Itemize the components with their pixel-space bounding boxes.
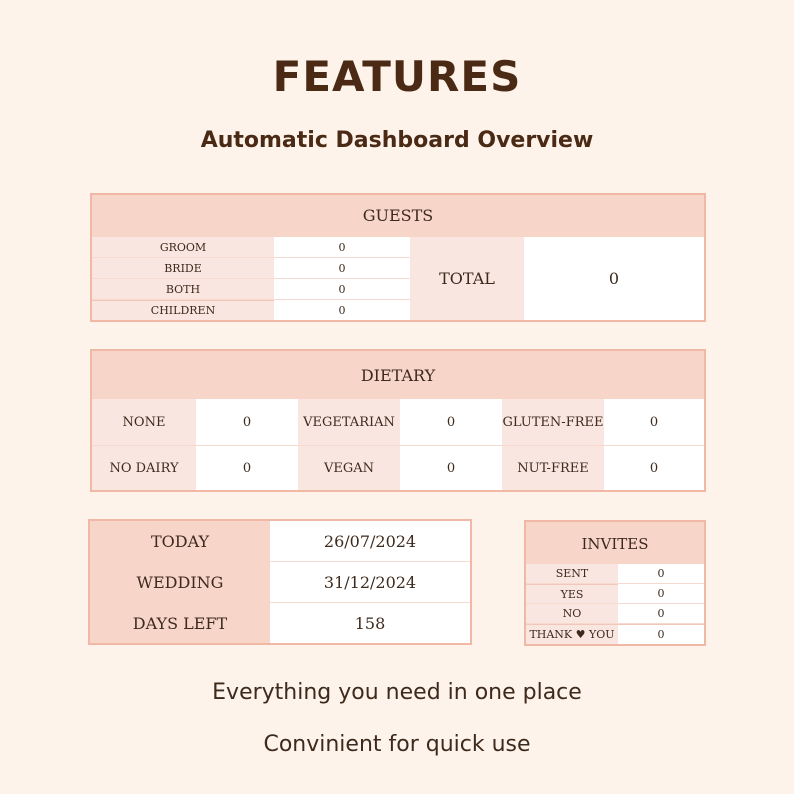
dietary-value-vegan[interactable]: 0 [400,445,502,490]
guests-panel [90,193,706,322]
guests-total-label: TOTAL [410,237,524,320]
footer-line-1: Everything you need in one place [212,680,582,705]
invites-panel [524,520,706,646]
invites-label-no: NO [526,604,618,624]
dietary-label-no-dairy: NO DAIRY [92,445,196,490]
guests-label-bride: BRIDE [92,258,274,279]
dietary-value-nut-free[interactable]: 0 [604,445,704,490]
guests-value-bride[interactable]: 0 [274,258,410,279]
dates-value-days-left[interactable]: 158 [270,603,470,643]
dietary-label-none: NONE [92,399,196,445]
dietary-panel [90,349,706,492]
invites-value-no[interactable]: 0 [618,604,704,624]
page-subtitle: Automatic Dashboard Overview [200,128,594,153]
invites-label-thank-you: THANK ♥ YOU [526,624,618,644]
guests-value-both[interactable]: 0 [274,279,410,300]
footer-line-2: Convinient for quick use [263,732,531,757]
dietary-label-nut-free: NUT-FREE [502,445,604,490]
guests-label-children: CHILDREN [92,300,274,320]
dietary-label-vegan: VEGAN [298,445,400,490]
invites-value-thank-you[interactable]: 0 [618,624,704,644]
dietary-label-gluten-free: GLUTEN-FREE [502,399,604,445]
dietary-label-vegetarian: VEGETARIAN [298,399,400,445]
dates-panel [88,519,472,645]
invites-value-yes[interactable]: 0 [618,584,704,604]
dietary-value-gluten-free[interactable]: 0 [604,399,704,445]
dates-value-today[interactable]: 26/07/2024 [270,521,470,562]
page-title: FEATURES [272,52,522,101]
dietary-value-no-dairy[interactable]: 0 [196,445,298,490]
dietary-value-none[interactable]: 0 [196,399,298,445]
invites-label-yes: YES [526,584,618,604]
guests-value-groom[interactable]: 0 [274,237,410,258]
guests-value-children[interactable]: 0 [274,300,410,320]
dates-label-today: TODAY [90,521,270,562]
dates-value-wedding[interactable]: 31/12/2024 [270,562,470,603]
guests-total-value[interactable]: 0 [524,237,704,320]
dietary-header: DIETARY [92,351,704,399]
dates-label-days-left: DAYS LEFT [90,603,270,643]
invites-label-sent: SENT [526,564,618,584]
dietary-value-vegetarian[interactable]: 0 [400,399,502,445]
guests-label-both: BOTH [92,279,274,300]
guests-label-groom: GROOM [92,237,274,258]
guests-header: GUESTS [92,195,704,237]
dates-label-wedding: WEDDING [90,562,270,603]
invites-header: INVITES [526,522,704,564]
invites-value-sent[interactable]: 0 [618,564,704,584]
